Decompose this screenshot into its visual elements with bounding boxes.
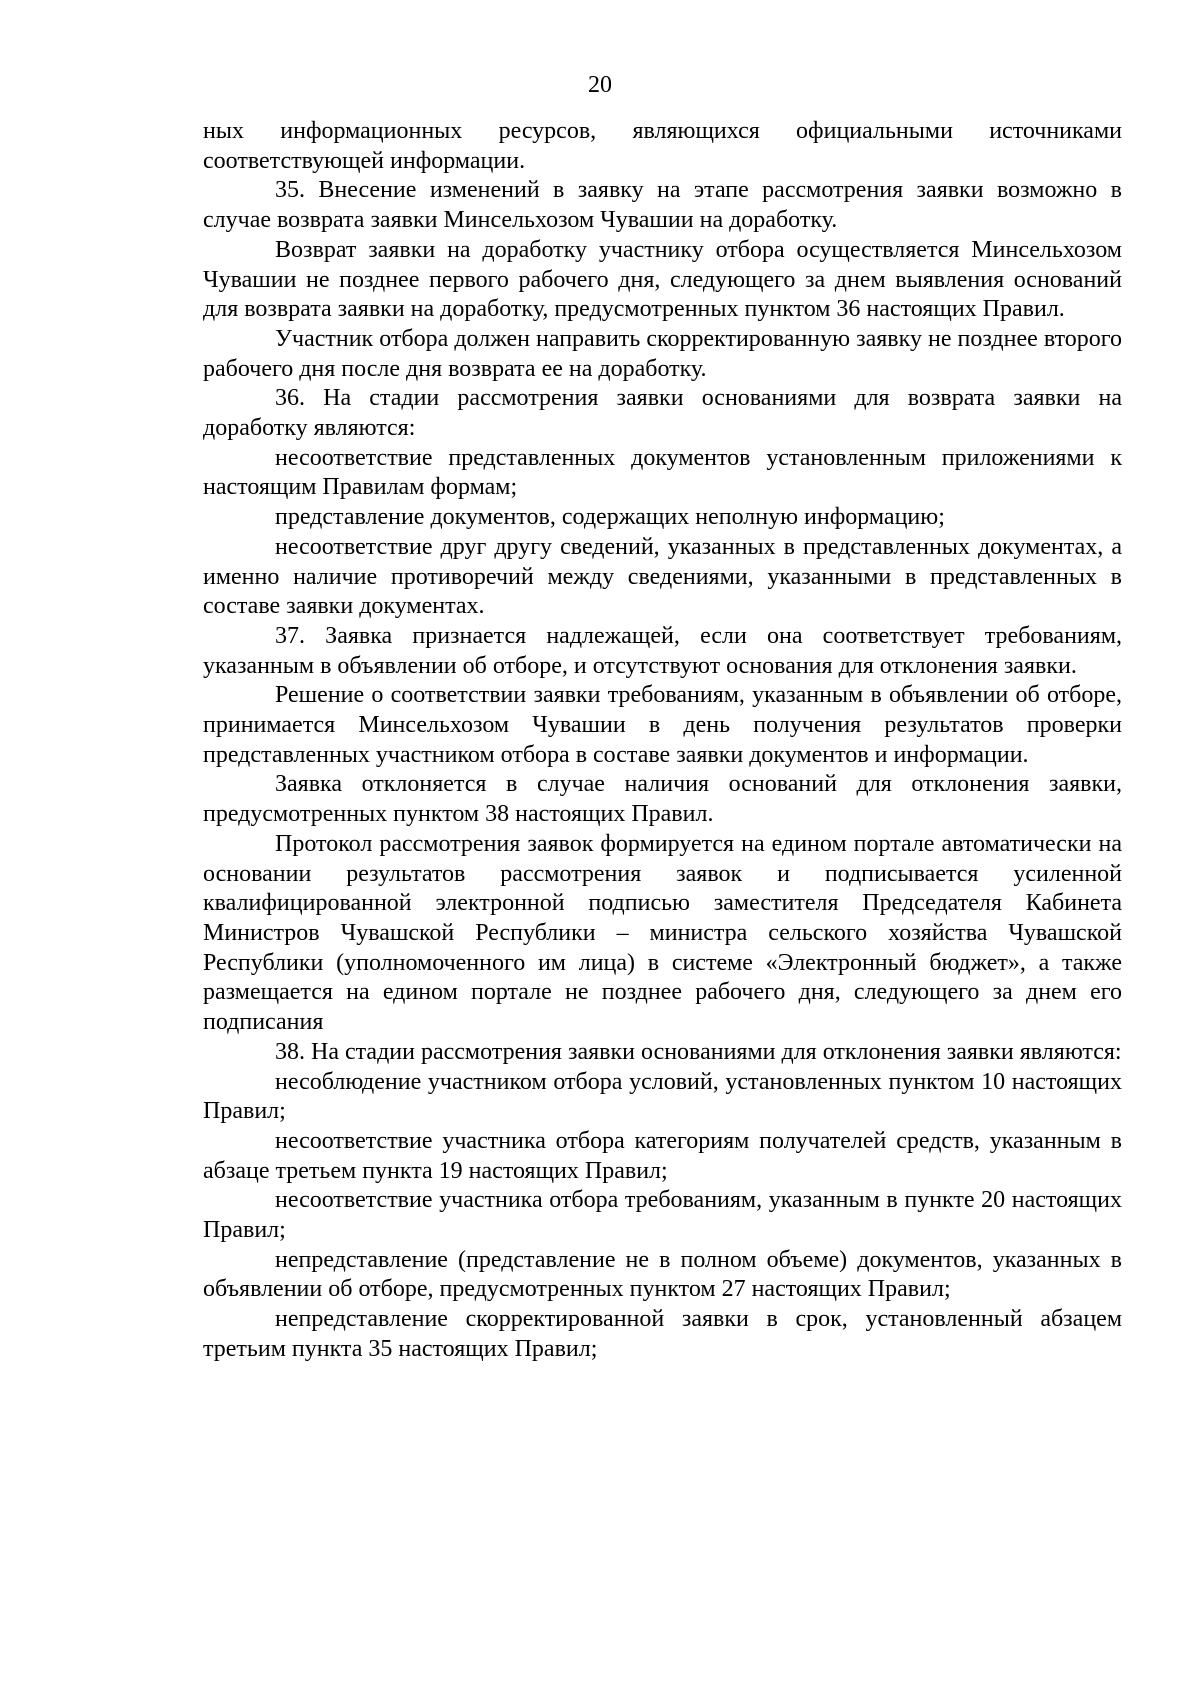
paragraph-item-38: 38. На стадии рассмотрения заявки основаниями для отклонения заявки являются: bbox=[275, 1038, 1122, 1065]
paragraph-item-37: 37. Заявка признается надлежащей, если она соответствует требованиям, указанным в объявлении об отборе, и отсутствуют основания для отклонения заявки. bbox=[203, 622, 1122, 679]
paragraph-continuation: ных информационных ресурсов, являющихся официальными источниками соответствующей информации. bbox=[203, 118, 1122, 174]
paragraph-item-35: 35. Внесение изменений в заявку на этапе рассмотрения заявки возможно в случае возврата заявки Минсельхозом Чувашии на доработку. bbox=[203, 177, 1122, 234]
paragraph-compliance-decision: Решение о соответствии заявки требованиям, указанным в объявлении об отборе, принимается Минсельхозом Чувашии в день получения результатов проверки представленных участником отбора в составе заявки документов и информации. bbox=[203, 682, 1122, 768]
paragraph-list-item: непредставление скорректированной заявки в срок, установленный абзацем третьим пункта 35 настоящих Правил; bbox=[203, 1306, 1122, 1362]
document-body bbox=[203, 117, 1122, 1365]
paragraph-list-item: несоответствие представленных документов установленным приложениями к настоящим Правилам формам; bbox=[203, 444, 1122, 501]
paragraph-protocol: Протокол рассмотрения заявок формируется на едином портале автоматически на основании результатов рассмотрения заявок и подписывается усиленной квалифицированной электронной подписью заместителя Председателя Кабинета Министров Чувашской Республики – министра сельского хозяйства Чувашской Республики (уполномоченного им лица) в системе «Электронный бюджет», а также размещается на едином портале не позднее рабочего дня, следующего за днем его подписания bbox=[203, 830, 1122, 1036]
paragraph-list-item: непредставление (представление не в полном объеме) документов, указанных в объявлении об отборе, предусмотренных пунктом 27 настоящих Правил; bbox=[203, 1246, 1122, 1303]
paragraph-list-item: несоответствие участника отбора категориям получателей средств, указанным в абзаце третьем пункта 19 настоящих Правил; bbox=[203, 1127, 1122, 1184]
paragraph-return-for-revision: Возврат заявки на доработку участнику отбора осуществляется Минсельхозом Чувашии не позднее первого рабочего дня, следующего за днем выявления оснований для возврата заявки на доработку, предусмотренных пунктом 36 настоящих Правил. bbox=[203, 236, 1122, 323]
paragraph-list-item: несоответствие друг другу сведений, указанных в представленных документах, а именно наличие противоречий между сведениями, указанными в представленных в составе заявки документах. bbox=[203, 533, 1122, 620]
paragraph-rejection: Заявка отклоняется в случае наличия оснований для отклонения заявки, предусмотренных пунктом 38 настоящих Правил. bbox=[203, 771, 1122, 828]
page-number: 20 bbox=[588, 72, 612, 98]
paragraph-list-item: представление документов, содержащих неполную информацию; bbox=[275, 504, 945, 531]
paragraph-item-36: 36. На стадии рассмотрения заявки основаниями для возврата заявки на доработку являются: bbox=[203, 385, 1122, 442]
paragraph-list-item: несоблюдение участником отбора условий, установленных пунктом 10 настоящих Правил; bbox=[203, 1068, 1122, 1125]
paragraph-list-item: несоответствие участника отбора требованиям, указанным в пункте 20 настоящих Правил; bbox=[203, 1187, 1122, 1244]
paragraph-corrected-application: Участник отбора должен направить скорректированную заявку не позднее второго рабочего дня после дня возврата ее на доработку. bbox=[203, 325, 1122, 382]
